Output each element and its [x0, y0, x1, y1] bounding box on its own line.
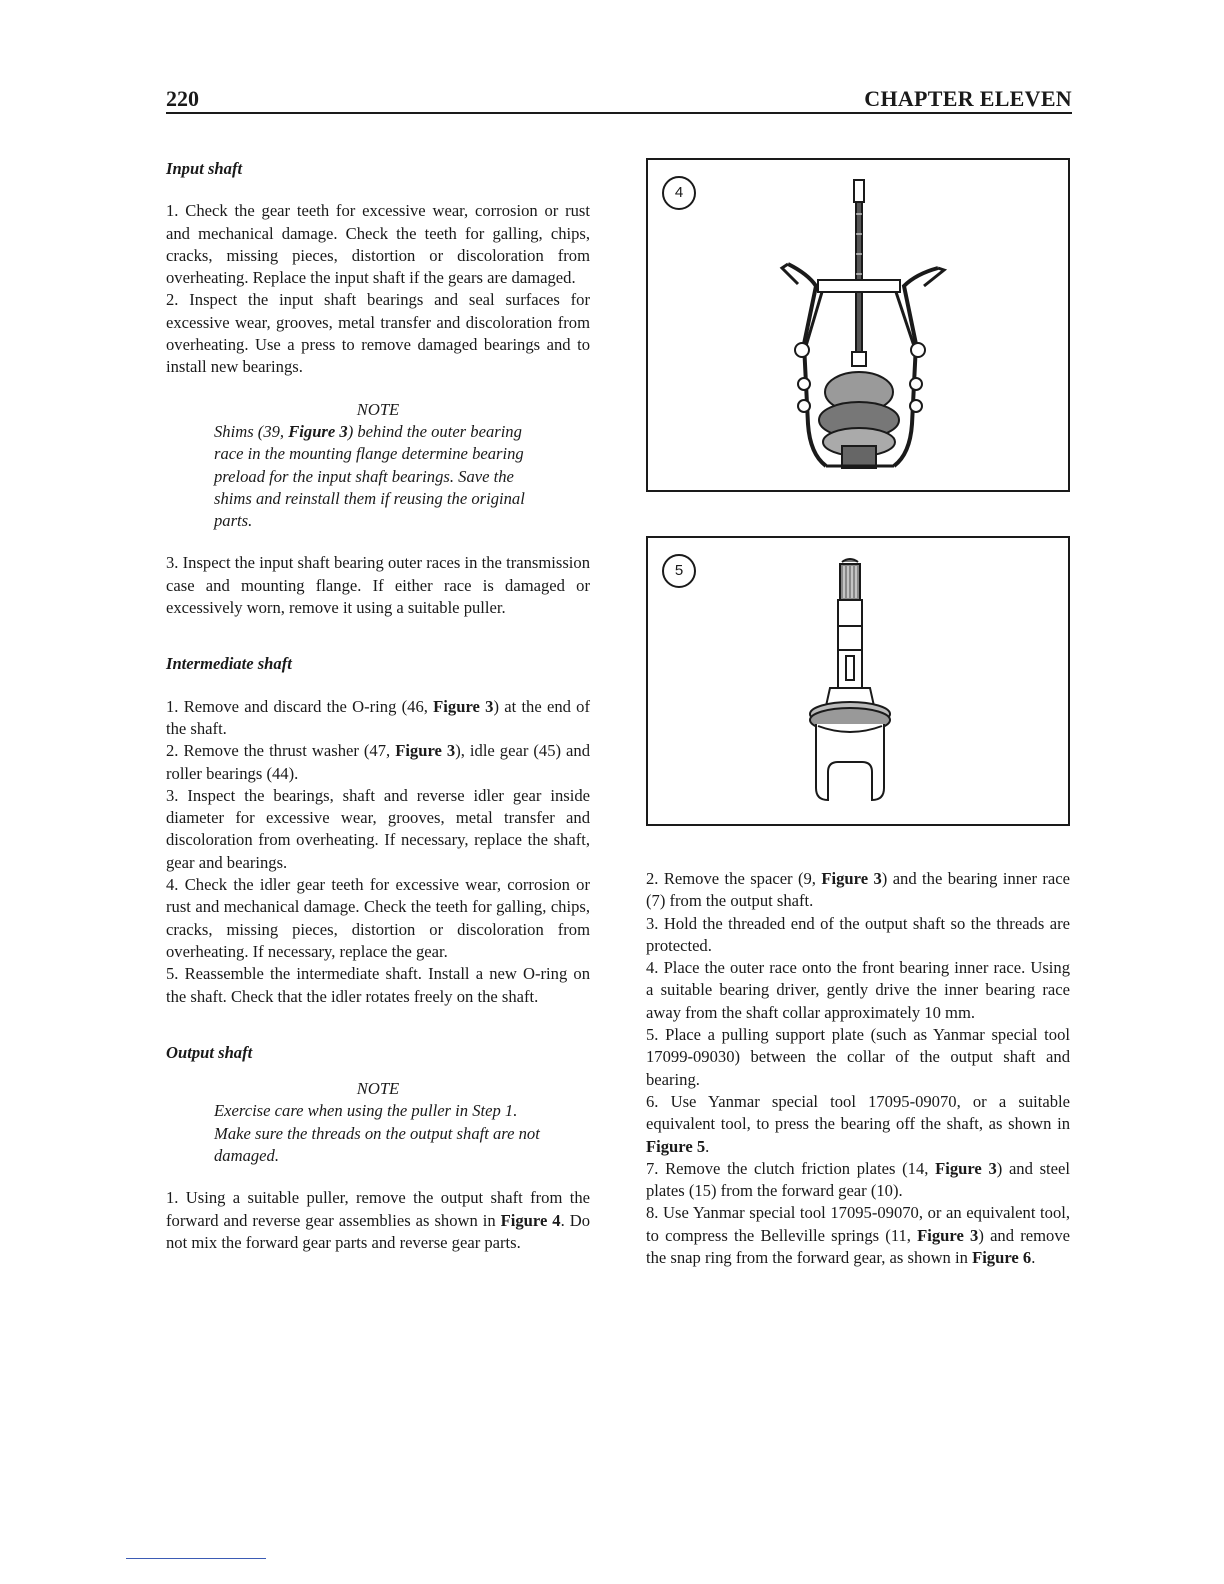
figure-ref: Figure 4: [500, 1210, 561, 1230]
figure-5-number: 5: [662, 554, 696, 588]
chapter-title: CHAPTER ELEVEN: [864, 86, 1072, 111]
output-shaft-heading: Output shaft: [166, 1042, 253, 1062]
input-shaft-note: [214, 399, 542, 533]
figure-5: [646, 536, 1070, 826]
note-text: Exercise care when using the puller in Step 1. Make sure the threads on the output shaft are not damaged.: [214, 1101, 540, 1165]
output-shaft-step-4: 4. Place the outer race onto the front bearing inner race. Using a suitable bearing driver, gently drive the inner bearing race away from the shaft collar approximately 10 mm.: [646, 958, 1070, 1022]
bearing-press-illustration: [798, 556, 908, 812]
page-header: [166, 86, 1072, 114]
page-number: 220: [166, 86, 199, 111]
input-shaft-step-3: 3. Inspect the input shaft bearing outer races in the transmission case and mounting flange. If either race is damaged or excessively worn, remove it using a suitable puller.: [166, 553, 590, 618]
figure-ref: Figure 3: [433, 696, 494, 716]
output-shaft-note: [214, 1078, 542, 1167]
note-text-pre: Shims (39,: [214, 421, 289, 441]
figure-ref: Figure 3: [395, 741, 456, 761]
note-title: NOTE: [356, 399, 400, 419]
intermediate-shaft-step-5: 5. Reassemble the intermediate shaft. Install a new O-ring on the shaft. Check that the idler rotates freely on the shaft.: [166, 964, 590, 1006]
left-column: [166, 158, 590, 1254]
note-figure-ref: Figure 3: [288, 421, 348, 441]
output-shaft-step-6: 6. Use Yanmar special tool 17095-09070, or a suitable equivalent tool, to press the bearing off the shaft, as shown in Figure 5.: [646, 1091, 1070, 1156]
intermediate-shaft-step-1: 1. Remove and discard the O-ring (46, Figure 3) at the end of the shaft.: [166, 696, 590, 738]
intermediate-shaft-step-4: 4. Check the idler gear teeth for excessive wear, corrosion or rust and mechanical damage. Check the teeth for galling, chips, cracks, missing pieces, distortion or discoloration from overheating. If necessary, replace the gear.: [166, 875, 590, 961]
footer-rule: [126, 1558, 266, 1559]
gear-puller-illustration: [778, 174, 948, 480]
figure-ref: Figure 3: [821, 869, 882, 888]
output-shaft-step-1: 1. Using a suitable puller, remove the output shaft from the forward and reverse gear assemblies as shown in Figure 4. Do not mix the forward gear parts and reverse gear parts.: [166, 1188, 590, 1252]
output-shaft-step-7: 7. Remove the clutch friction plates (14, Figure 3) and steel plates (15) from the forward gear (10).: [646, 1158, 1070, 1201]
output-shaft-step-3: 3. Hold the threaded end of the output shaft so the threads are protected.: [646, 913, 1070, 955]
intermediate-shaft-step-3: 3. Inspect the bearings, shaft and reverse idler gear inside diameter for excessive wear, grooves, metal transfer and discoloration from overheating. If necessary, replace the shaft, gear and bearings.: [166, 785, 590, 872]
input-shaft-heading: Input shaft: [166, 159, 243, 178]
note-title: NOTE: [356, 1079, 400, 1099]
note-text-post: ) behind the outer bearing race in the mounting flange determine bearing preload for the input shaft bearings. Save the shims and reinstall them if reusing the original parts.: [214, 421, 525, 531]
intermediate-shaft-heading: Intermediate shaft: [166, 654, 292, 674]
figure-ref: Figure 3: [935, 1158, 997, 1178]
output-shaft-step-8: 8. Use Yanmar special tool 17095-09070, or an equivalent tool, to compress the Belleville springs (11, Figure 3) and remove the snap ring from the forward gear, as shown in Figure 6.: [646, 1203, 1070, 1268]
figure-4: [646, 158, 1070, 492]
input-shaft-step-2: 2. Inspect the input shaft bearings and seal surfaces for excessive wear, grooves, metal transfer and discoloration from overheating. Use a press to remove damaged bearings and to install new bearings.: [166, 290, 590, 377]
right-column: [646, 868, 1070, 1269]
figure-ref: Figure 3: [917, 1225, 979, 1245]
figure-4-number: 4: [662, 176, 696, 210]
figure-ref: Figure 6: [972, 1248, 1032, 1268]
output-shaft-step-2: 2. Remove the spacer (9, Figure 3) and the bearing inner race (7) from the output shaft.: [646, 869, 1070, 911]
intermediate-shaft-step-2: 2. Remove the thrust washer (47, Figure 3), idle gear (45) and roller bearings (44).: [166, 741, 591, 783]
output-shaft-step-5: 5. Place a pulling support plate (such as Yanmar special tool 17099-09030) between the collar of the output shaft and bearing.: [646, 1025, 1070, 1089]
figure-ref: Figure 5: [646, 1136, 706, 1156]
input-shaft-step-1: 1. Check the gear teeth for excessive wear, corrosion or rust and mechanical damage. Check the teeth for galling, chips, cracks, missing pieces, distortion or discoloration from overheating. Replace the input shaft if the gears are damaged.: [166, 201, 590, 288]
